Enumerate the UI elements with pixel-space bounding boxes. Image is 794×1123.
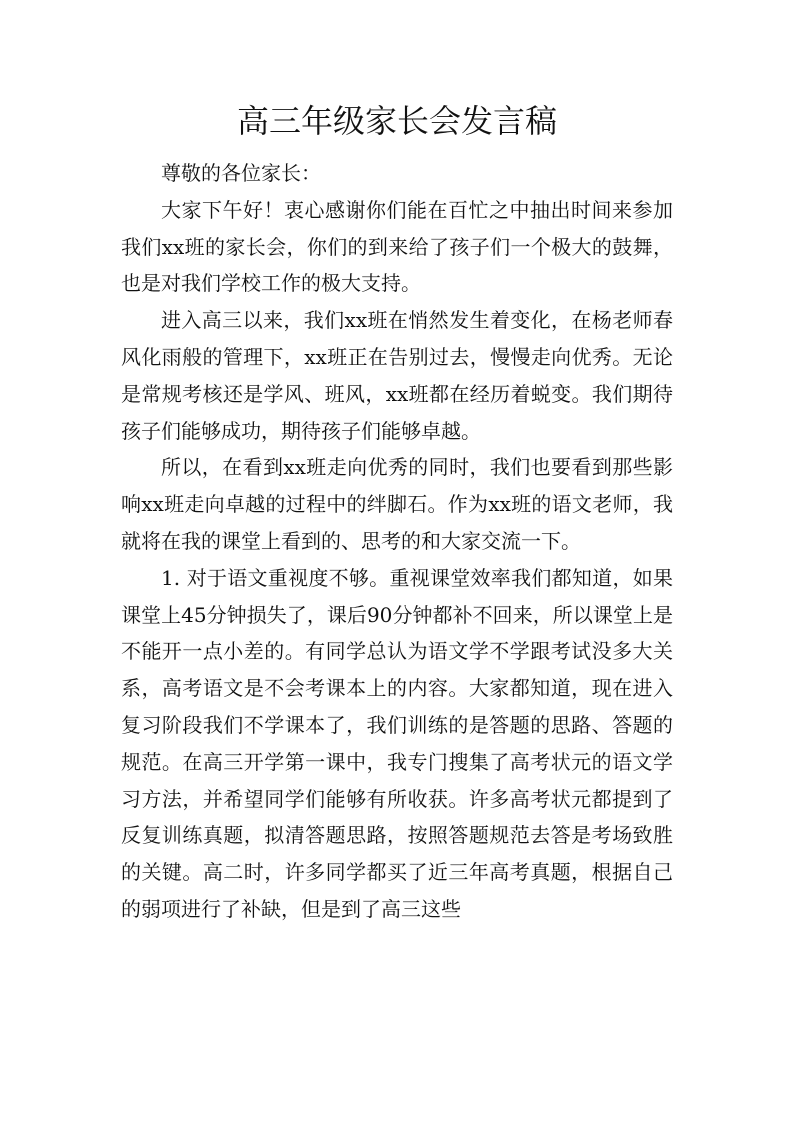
greeting-paragraph: 大家下午好！衷心感谢你们能在百忙之中抽出时间来参加我们xx班的家长会，你们的到来给了孩子们一个极大的鼓舞，也是对我们学校工作的极大支持。	[121, 197, 673, 296]
point-one-paragraph: 1. 对于语文重视度不够。重视课堂效率我们都知道，如果课堂上45分钟损失了，课后90分钟都补不回来，所以课堂上是不能开一点小差的。有同学总认为语文学不学跟考试没多大关系，高考语文是不会考课本上的内容。大家都知道，现在进入复习阶段我们不学课本了，我们训练的是答题的思路、答题的规范。在高三开学第一课中，我专门搜集了高考状元的语文学习方法，并希望同学们能够有所收获。许多高考状元都提到了反复训练真题，拟清答题思路，按照答题规范去答是考场致胜的关键。高二时，许多同学都买了近三年高考真题，根据自己的弱项进行了补缺，但是到了高三这些	[121, 565, 673, 921]
document-title: 高三年级家长会发言稿	[236, 102, 557, 140]
document-body	[121, 155, 673, 928]
obstacles-paragraph: 所以，在看到xx班走向优秀的同时，我们也要看到那些影响xx班走向卓越的过程中的绊脚石。作为xx班的语文老师，我就将在我的课堂上看到的、思考的和大家交流一下。	[121, 455, 673, 553]
class-change-paragraph: 进入高三以来，我们xx班在悄然发生着变化，在杨老师春风化雨般的管理下，xx班正在告别过去，慢慢走向优秀。无论是常规考核还是学风、班风，xx班都在经历着蜕变。我们期待孩子们能够成功，期待孩子们能够卓越。	[121, 308, 673, 443]
salutation-paragraph: 尊敬的各位家长：	[161, 161, 321, 185]
